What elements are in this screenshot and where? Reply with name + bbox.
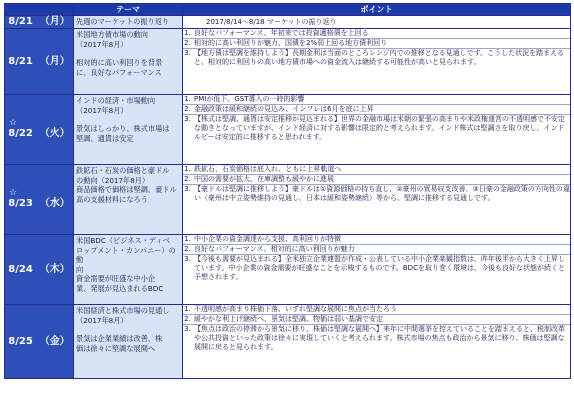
table-row[interactable]: [5, 29, 571, 95]
theme-line: インドの経済・市場動向: [76, 96, 156, 105]
points-cell: [183, 95, 571, 165]
theme-line: 米国地方債市場の動向: [76, 30, 148, 39]
date-label: 8/21: [8, 16, 33, 27]
point-item: [183, 255, 570, 282]
theme-cell: [74, 16, 183, 29]
theme-line: 米国経済と株式市場の見通し: [76, 306, 170, 315]
point-text: 【株式は堅調、通貨は安定推移が見込まれる】世界の金融市場は米朝の緊張の高まりや米政権運営の不透明感で不安定な動きとなっていますが、インド経済に対する影響は限定的と考えられます。インド株式は堅調さを取り戻し、インドルピーは安定的に推移すると思われます。: [194, 115, 565, 141]
point-number: [183, 18, 192, 27]
points-cell: [183, 235, 571, 305]
table-header-row: [5, 4, 571, 16]
point-item: [183, 115, 570, 142]
point-number: 3.: [184, 325, 191, 333]
point-text: 緩やかな利上げ継続へ、景気は堅調、物価は弱い基調で安定: [194, 315, 383, 323]
date-label: 8/24: [8, 263, 33, 275]
point-text: 2017/8/14～8/18 マーケットの振り返り: [206, 17, 337, 26]
point-item: [183, 29, 570, 39]
theme-line: [76, 325, 180, 334]
theme-line: の動向（2017年8月）: [76, 175, 150, 185]
point-text: 不透明感が高まり株価下落、いずれ堅調な展開に焦点が当たろう: [194, 305, 397, 313]
point-text: PMIが低下、GST導入の一時的影響: [194, 95, 305, 103]
points-cell: [183, 165, 571, 235]
date-label: 8/23: [8, 198, 33, 209]
theme-cell: [74, 95, 183, 165]
theme-line: 価は徐々に堅調な展開へ: [76, 343, 156, 353]
point-text: 中小企業の資金調達から支援、高利回りが特徴: [194, 235, 341, 243]
point-text: 【地方債は堅調を維持しよう】長期金利は当面のところレンジ内での推移となる見通しです。こうした状況を踏まえると、相対的に利回りの高い地方債市場への資金流入は継続する可能性が高いと見られます。: [194, 49, 565, 66]
theme-line: 商品価格で価格は堅調、豪ドル: [76, 185, 177, 195]
date-label: 8/25: [8, 335, 33, 347]
theme-line: （2017年8月）: [76, 105, 128, 115]
theme-line: 景気は企業業績は改善、株: [76, 334, 163, 344]
point-text: 【豪ドルは堅調に推移しよう】豪ドルは①資源価格の持ち直し、②豪州の貿易収支改善、③日豪の金融政策の方向性の違い（豪州は中立姿勢維持の見通し、日本は緩和姿勢継続）等から、堅調に推移する見通しです。: [194, 185, 570, 202]
point-text: 良好なパフォーマンス、年初来では投資適格債を上回る: [194, 29, 369, 37]
point-number: 2.: [184, 175, 191, 183]
theme-cell: [74, 29, 183, 95]
theme-line: 米国BDC（ビジネス・ディベ: [76, 236, 170, 245]
star-mark: ☆: [9, 118, 18, 128]
point-item: [183, 315, 570, 325]
day-label: （木）: [39, 263, 70, 275]
theme-cell: [74, 305, 183, 379]
point-text: 相対的に高い利回りが魅力、国債を2%弱上回る地方債利回り: [194, 39, 388, 47]
theme-line: 堅調、通貨は安定: [76, 133, 134, 143]
point-item: [183, 95, 570, 105]
point-text: 【焦点は政治の停滞から景気に移り、株価は堅調な展開へ】来年に中間選挙を控えていることを踏まえると、税制改革や公共投資といった政策は徐々に実現していくと考えられます。株式市場の焦点も政治から景気に移り、株価は堅調な展開に戻ると見られます。: [194, 325, 565, 351]
date-cell: [5, 16, 74, 29]
point-text: 金融政策は緩和継続の見込み、インフレは6月を底に上昇: [194, 105, 374, 113]
theme-line: 向: [76, 264, 84, 274]
theme-line: 先週のマーケットの振り返り: [76, 17, 170, 27]
point-number: 3.: [184, 255, 191, 263]
theme-line: ロップメント・カンパニー）の動: [76, 245, 176, 265]
point-text: 中国の需要が拡大、在庫調整も緩やかに進展: [194, 175, 334, 183]
theme-line: 景気はしっかり、株式市場は: [76, 124, 170, 134]
point-item: [183, 245, 570, 255]
theme-line: （2017年8月）: [76, 39, 128, 49]
point-item: [183, 305, 570, 315]
point-number: 3.: [184, 115, 191, 123]
point-item: [183, 165, 570, 175]
point-number: 1.: [184, 165, 191, 173]
table-row[interactable]: [5, 165, 571, 235]
theme-line: （2017年8月）: [76, 315, 128, 325]
table-row[interactable]: [5, 95, 571, 165]
day-label: （水）: [39, 198, 70, 209]
theme-line: 高の支援材料になろう: [76, 194, 148, 204]
points-cell: [183, 29, 571, 95]
theme-cell: [74, 165, 183, 235]
point-number: 1.: [184, 95, 191, 103]
point-item: [183, 105, 570, 115]
table-row[interactable]: [5, 305, 571, 379]
date-cell: [5, 95, 74, 165]
star-mark: ☆: [9, 188, 18, 198]
table-row[interactable]: [5, 16, 571, 29]
point-number: 2.: [184, 39, 191, 47]
theme-line: [76, 49, 180, 58]
theme-line: 業、発展が見込まれるBDC: [76, 283, 164, 293]
point-item: [183, 325, 570, 352]
theme-line: 資金需要が旺盛な中小企: [76, 274, 156, 284]
header-date: [5, 4, 74, 16]
date-label: 8/22: [8, 128, 33, 139]
table-row[interactable]: [5, 235, 571, 305]
date-cell: [5, 235, 74, 305]
date-cell: [5, 305, 74, 379]
report-schedule-table: [4, 3, 571, 379]
points-cell: [183, 305, 571, 379]
point-number: 2.: [184, 245, 191, 253]
point-item: [183, 18, 570, 27]
point-text: 良好なパフォーマンス、相対的に高い利回りが魅力: [194, 245, 355, 253]
theme-line: 相対的に高い利回りを背景: [76, 58, 163, 68]
header-point: ポイント: [183, 4, 571, 16]
day-label: （金）: [39, 335, 70, 347]
header-theme: テーマ: [74, 4, 183, 16]
point-number: 3.: [184, 185, 191, 193]
point-item: [183, 49, 570, 67]
point-item: [183, 235, 570, 245]
point-number: 1.: [184, 29, 191, 37]
date-cell: [5, 165, 74, 235]
day-label: （火）: [39, 128, 70, 139]
point-number: 2.: [184, 315, 191, 323]
theme-line: [76, 115, 180, 124]
point-item: [183, 175, 570, 185]
point-text: 鉄鉱石、石炭価格は底入れ、ともに上昇軌道へ: [194, 165, 342, 173]
point-number: 1.: [184, 305, 191, 313]
point-item: [183, 185, 570, 203]
points-cell: [183, 16, 571, 29]
point-number: 3.: [184, 49, 191, 57]
point-number: 2.: [184, 105, 191, 113]
date-cell: [5, 29, 74, 95]
point-item: [183, 39, 570, 49]
date-label: 8/21: [8, 55, 33, 67]
theme-line: 鉄鉱石・石炭の価格と豪ドル: [76, 166, 170, 175]
theme-cell: [74, 235, 183, 305]
day-label: （月）: [39, 55, 70, 67]
point-number: 1.: [184, 235, 191, 243]
point-text: 【今後も需要が見込まれる】全米独立企業連盟が作成・公表している中小企業楽観指数は、昨年後半から大きく上昇しています。中小企業の資金需要が旺盛なことを示唆するものです。BDCを取り巻く環境は、今後も良好な状態が続くと予想されます。: [194, 255, 565, 281]
day-label: （月）: [39, 16, 70, 27]
theme-line: に、良好なパフォーマンス: [76, 67, 162, 77]
